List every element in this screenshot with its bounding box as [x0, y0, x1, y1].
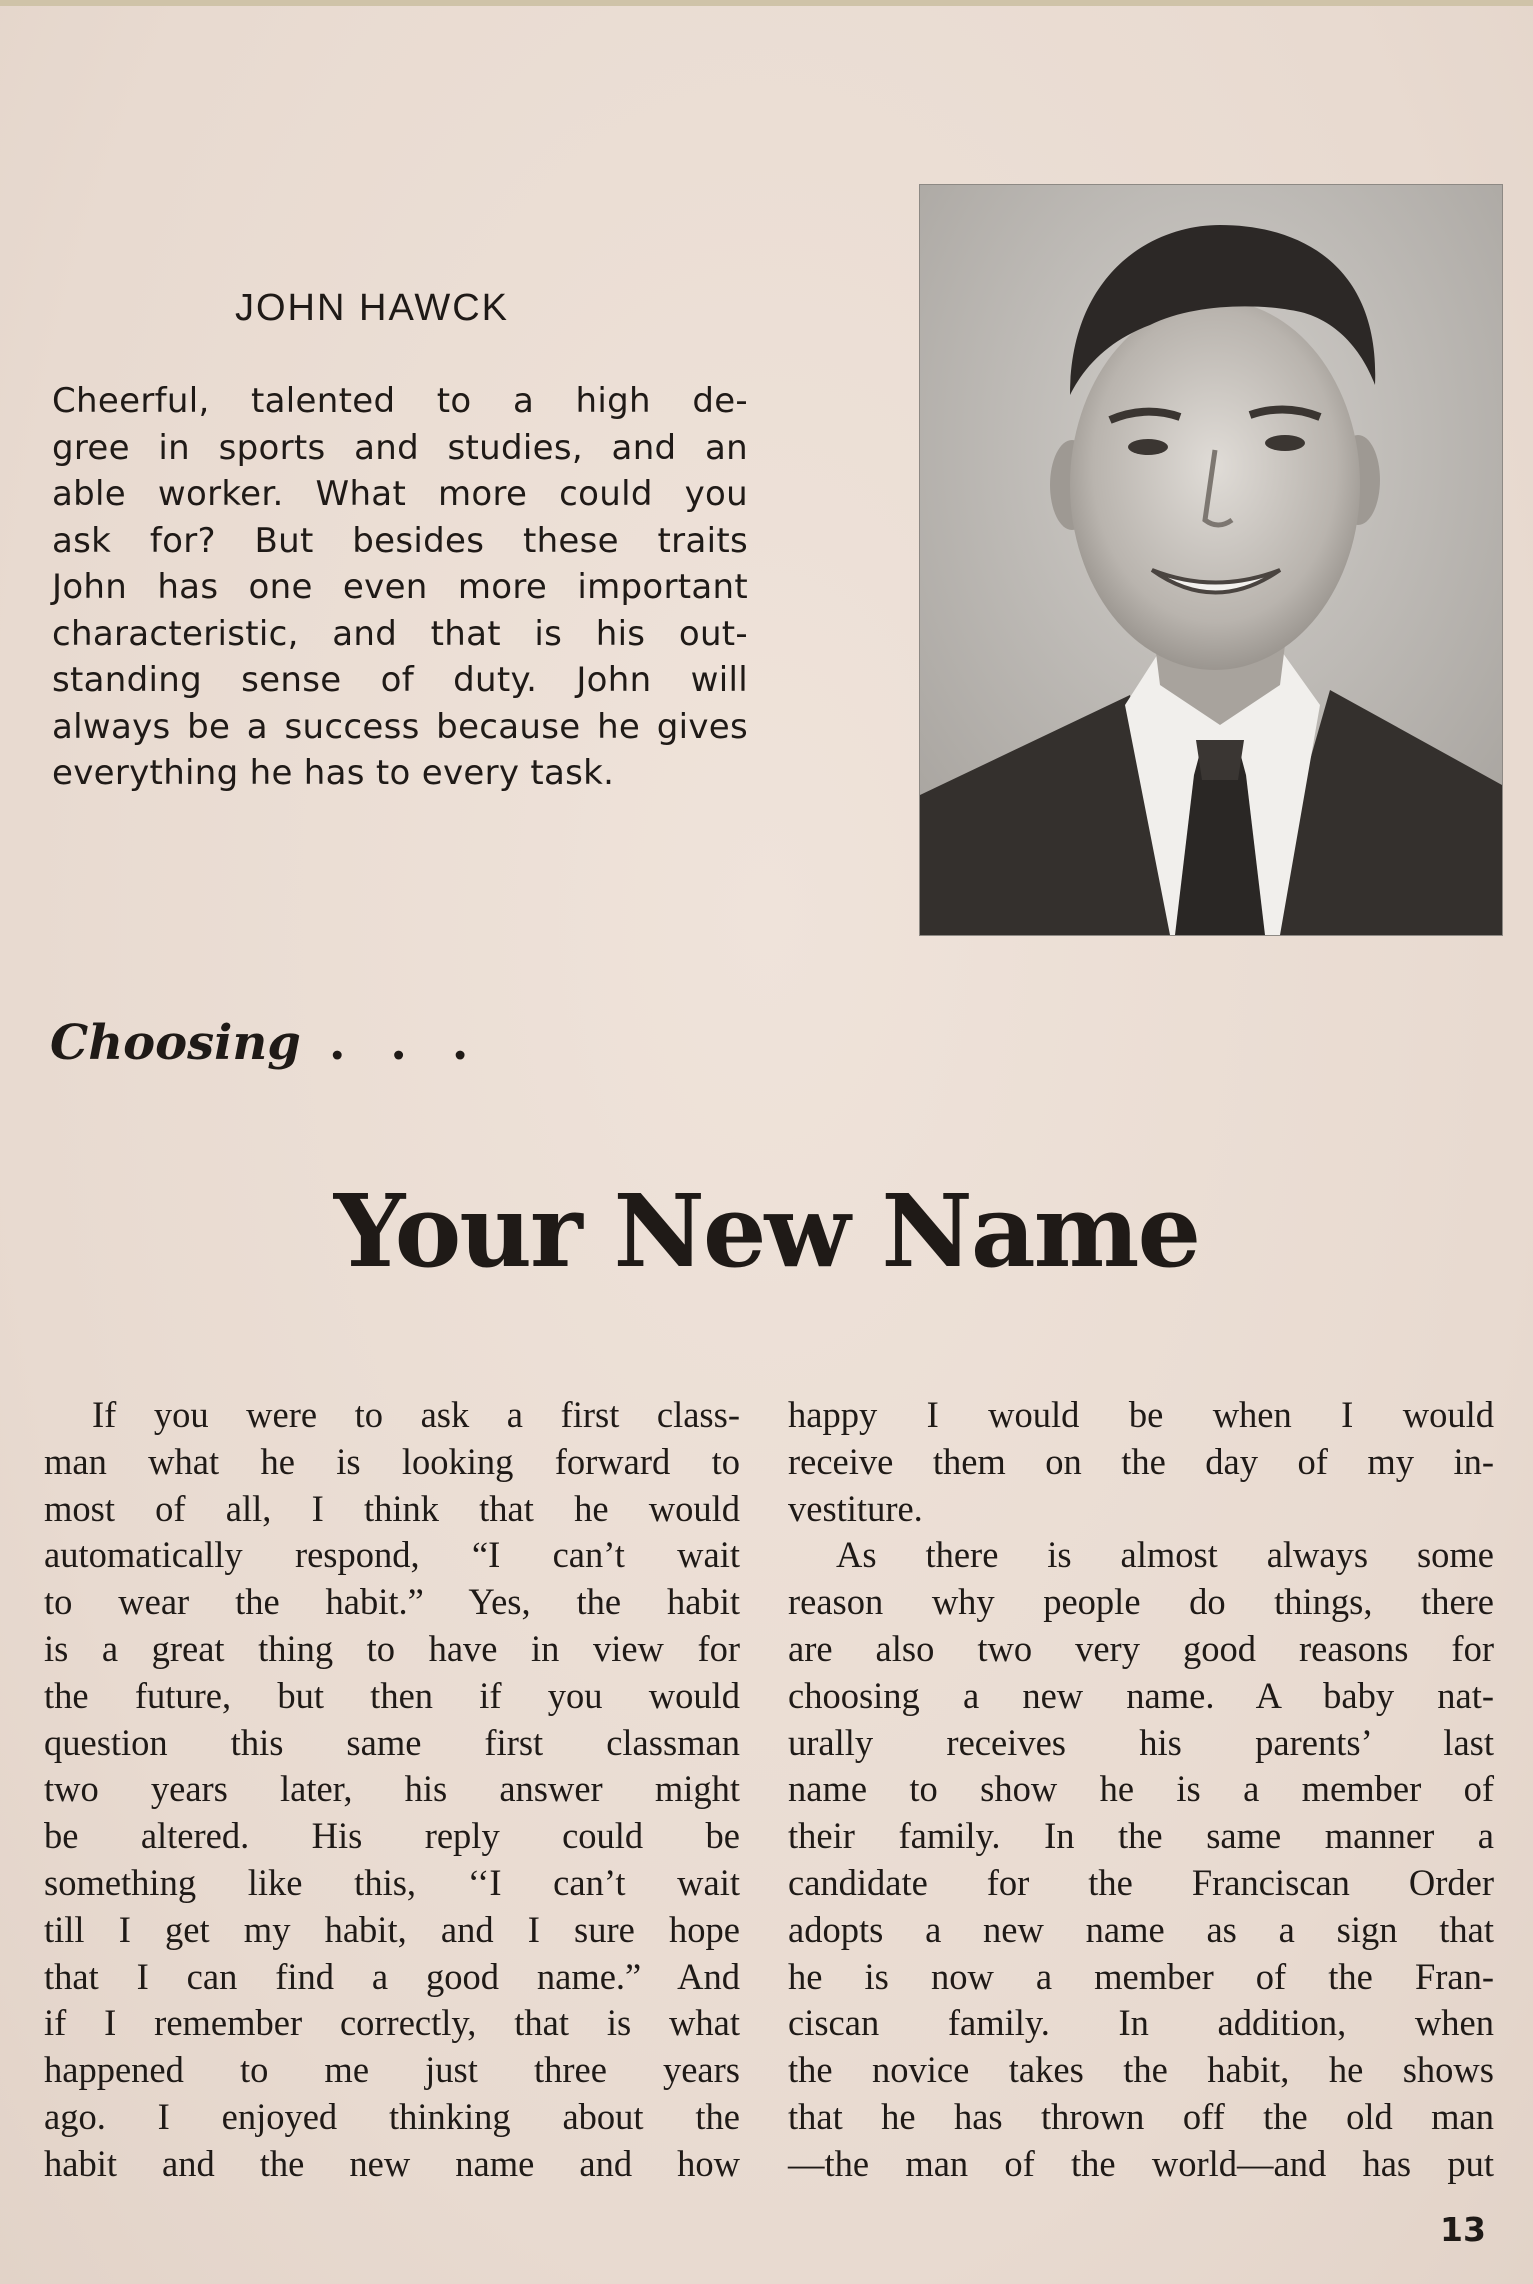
text-line: their family. In the same manner a: [788, 1815, 1494, 1857]
text-line: be altered. His reply could be: [44, 1815, 740, 1857]
bio-line: always be a success because he gives: [52, 706, 748, 747]
text-line: habit and the new name and how: [44, 2142, 740, 2184]
bio-line: characteristic, and that is his out-: [52, 613, 748, 654]
bio-line: able worker. What more could you: [52, 474, 748, 514]
text-line: man what he is looking forward to: [44, 1440, 740, 1482]
text-line: As there is almost always some: [836, 1534, 1494, 1576]
profile-name: JOHN HAWCK: [235, 287, 510, 329]
text-line: that he has thrown off the old man: [788, 2095, 1494, 2137]
text-line: —the man of the world—and has put: [788, 2142, 1494, 2184]
text-line: most of all, I think that he would: [44, 1487, 740, 1529]
text-line: ciscan family. In addition, when: [788, 2002, 1494, 2044]
text-line: If you were to ask a first class-: [92, 1394, 740, 1435]
text-line: if I remember correctly, that is what: [44, 2002, 740, 2044]
text-line: are also two very good reasons for: [788, 1627, 1494, 1669]
text-line: question this same first classman: [44, 1721, 740, 1763]
profile-bio: [52, 378, 748, 797]
text-line: he is now a member of the Fran-: [788, 1955, 1494, 1997]
bio-line: ask for? But besides these traits: [52, 520, 748, 561]
text-line: the novice takes the habit, he shows: [788, 2049, 1494, 2091]
text-line: automatically respond, “I can’t wait: [44, 1534, 740, 1576]
text-line: urally receives his parents’ last: [788, 1721, 1494, 1763]
kicker-text: Choosing: [50, 1015, 301, 1071]
article-column-right: [788, 1392, 1494, 2188]
text-line: happy I would be when I would: [788, 1394, 1494, 1435]
text-line: two years later, his answer might: [44, 1768, 740, 1810]
article-title: Your New Name: [333, 1172, 1200, 1290]
text-line: receive them on the day of my in-: [788, 1440, 1494, 1482]
bio-line: Cheerful, talented to a high de-: [52, 381, 748, 421]
article-column-left: [44, 1392, 740, 2188]
bio-line: standing sense of duty. John will: [52, 660, 748, 700]
text-line: the future, but then if you would: [44, 1674, 740, 1716]
text-line: choosing a new name. A baby nat-: [788, 1674, 1494, 1716]
text-line: that I can find a good name.” And: [44, 1955, 740, 1997]
page-number: 13: [1440, 2210, 1486, 2249]
text-line: is a great thing to have in view for: [44, 1627, 740, 1669]
text-line: reason why people do things, there: [788, 1581, 1494, 1623]
bio-line: everything he has to every task.: [52, 753, 615, 793]
text-line: ago. I enjoyed thinking about the: [44, 2095, 740, 2137]
article-kicker: [50, 1015, 482, 1071]
kicker-ellipsis: . . .: [328, 1015, 483, 1071]
text-line: name to show he is a member of: [788, 1768, 1494, 1810]
bio-line: gree in sports and studies, and an: [52, 427, 748, 468]
text-line: vestiture.: [788, 1487, 923, 1529]
text-line: happened to me just three years: [44, 2049, 740, 2091]
text-line: till I get my habit, and I sure hope: [44, 1908, 740, 1950]
portrait-illustration: [920, 185, 1502, 935]
page-top-edge: [0, 0, 1533, 6]
bio-line: John has one even more important: [52, 567, 748, 607]
portrait-photo: [920, 185, 1502, 935]
text-line: to wear the habit.” Yes, the habit: [44, 1581, 740, 1623]
text-line: something like this, ‘‘I can’t wait: [44, 1861, 740, 1903]
text-line: candidate for the Franciscan Order: [788, 1861, 1494, 1903]
text-line: adopts a new name as a sign that: [788, 1908, 1494, 1950]
